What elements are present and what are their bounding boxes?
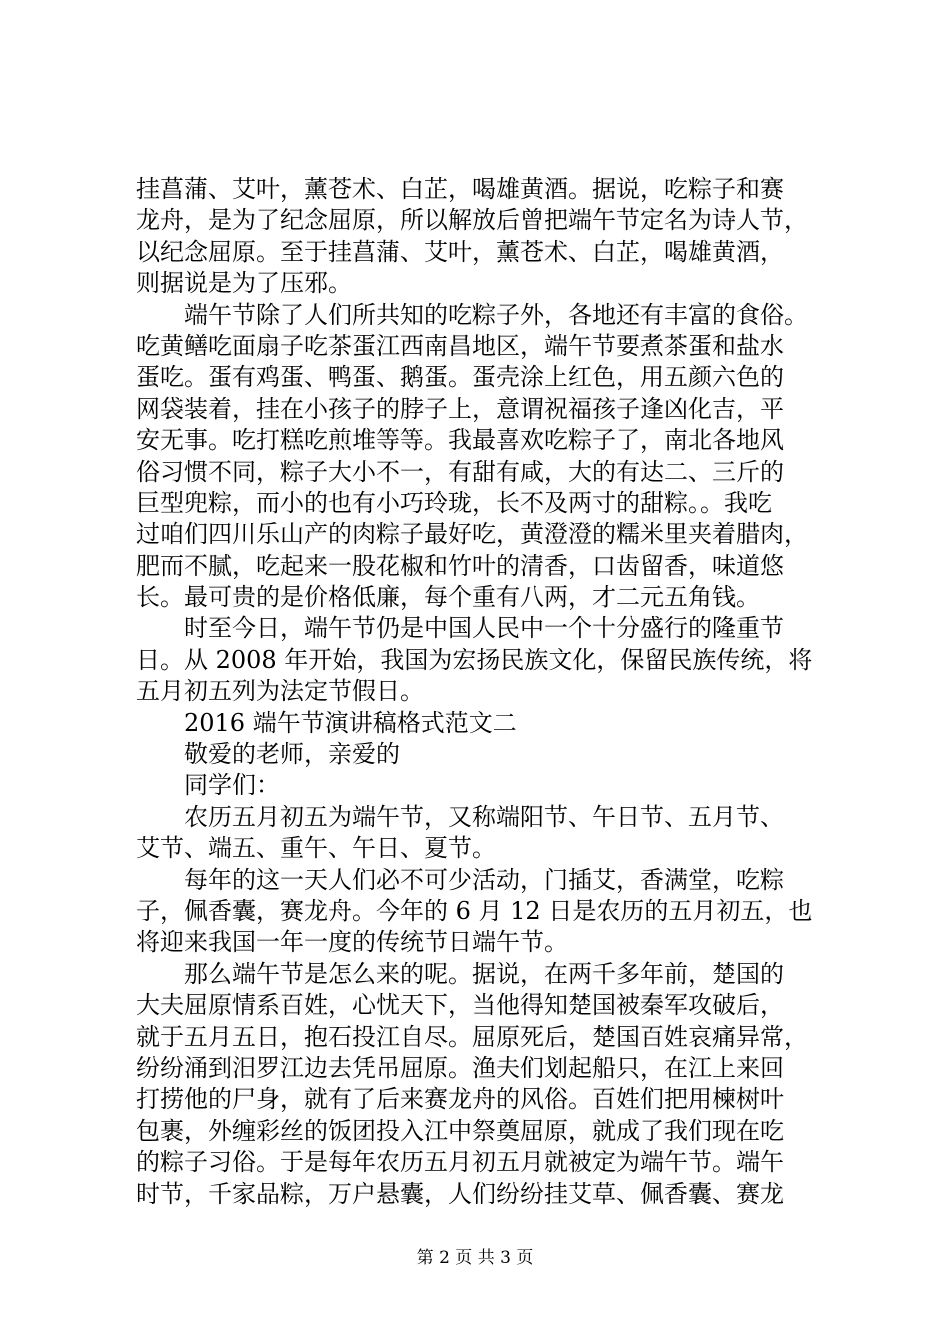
- text-line: 以纪念屈原。至于挂菖蒲、艾叶，薰苍术、白芷，喝雄黄酒，: [136, 237, 784, 266]
- text-line: 每年的这一天人们必不可少活动，门插艾，香满堂，吃粽: [184, 865, 784, 894]
- text-line: 就于五月五日，抱石投江自尽。屈原死后，楚国百姓哀痛异常，: [136, 1022, 808, 1051]
- text-line: 端午节除了人们所共知的吃粽子外，各地还有丰富的食俗。: [184, 300, 808, 329]
- text-line: 龙舟，是为了纪念屈原，所以解放后曾把端午节定名为诗人节，: [136, 206, 808, 235]
- text-line: 纷纷涌到汨罗江边去凭吊屈原。渔夫们划起船只，在江上来回: [136, 1053, 784, 1082]
- text-line: 吃黄鳝吃面扇子吃茶蛋江西南昌地区，端午节要煮茶蛋和盐水: [136, 331, 784, 360]
- text-line: 将迎来我国一年一度的传统节日端午节。: [136, 928, 568, 957]
- text-line: 包裹，外缠彩丝的饭团投入江中祭奠屈原，就成了我们现在吃: [136, 1116, 784, 1145]
- text-line: 安无事。吃打糕吃煎堆等等。我最喜欢吃粽子了，南北各地风: [136, 426, 784, 455]
- text-line: 网袋装着，挂在小孩子的脖子上，意谓祝福孩子逢凶化吉，平: [136, 394, 784, 423]
- text-line: 敬爱的老师，亲爱的: [184, 740, 400, 769]
- text-line: 艾节、端五、重午、午日、夏节。: [136, 834, 496, 863]
- text-line: 2016 端午节演讲稿格式范文二: [184, 708, 517, 737]
- text-line: 大夫屈原情系百姓，心忧天下，当他得知楚国被秦军攻破后，: [136, 991, 784, 1020]
- document-body: [136, 174, 836, 1210]
- page-footer: 第 2 页 共 3 页: [416, 1248, 534, 1268]
- text-line: 五月初五列为法定节假日。: [136, 677, 424, 706]
- text-line: 日。从 2008 年开始，我国为宏扬民族文化，保留民族传统，将: [136, 645, 813, 674]
- text-line: 长。最可贵的是价格低廉，每个重有八两，才二元五角钱。: [136, 583, 760, 612]
- text-line: 俗习惯不同，粽子大小不一，有甜有咸，大的有达二、三斤的: [136, 457, 784, 486]
- text-line: 挂菖蒲、艾叶，薰苍术、白芷，喝雄黄酒。据说，吃粽子和赛: [136, 175, 784, 203]
- text-line: 巨型兜粽，而小的也有小巧玲珑，长不及两寸的甜粽。。我吃: [136, 488, 772, 517]
- text-line: 同学们：: [184, 771, 280, 800]
- text-line: 则据说是为了压邪。: [136, 269, 352, 298]
- text-line: 那么端午节是怎么来的呢。据说，在两千多年前，楚国的: [184, 959, 784, 988]
- text-line: 打捞他的尸身，就有了后来赛龙舟的风俗。百姓们把用楝树叶: [136, 1085, 784, 1114]
- text-line: 过咱们四川乐山产的肉粽子最好吃，黄澄澄的糯米里夹着腊肉，: [136, 520, 808, 549]
- text-line: 蛋吃。蛋有鸡蛋、鸭蛋、鹅蛋。蛋壳涂上红色，用五颜六色的: [136, 363, 784, 392]
- text-line: 子，佩香囊，赛龙舟。今年的 6 月 12 日是农历的五月初五，也: [136, 896, 813, 925]
- text-line: 时节，千家品粽，万户悬囊，人们纷纷挂艾草、佩香囊、赛龙: [136, 1179, 784, 1208]
- text-line: 的粽子习俗。于是每年农历五月初五月就被定为端午节。端午: [136, 1148, 784, 1177]
- text-line: 肥而不腻，吃起来一股花椒和竹叶的清香，口齿留香，味道悠: [136, 551, 784, 580]
- text-line: 时至今日，端午节仍是中国人民中一个十分盛行的隆重节: [184, 614, 784, 643]
- text-line: 农历五月初五为端午节，又称端阳节、午日节、五月节、: [184, 802, 784, 831]
